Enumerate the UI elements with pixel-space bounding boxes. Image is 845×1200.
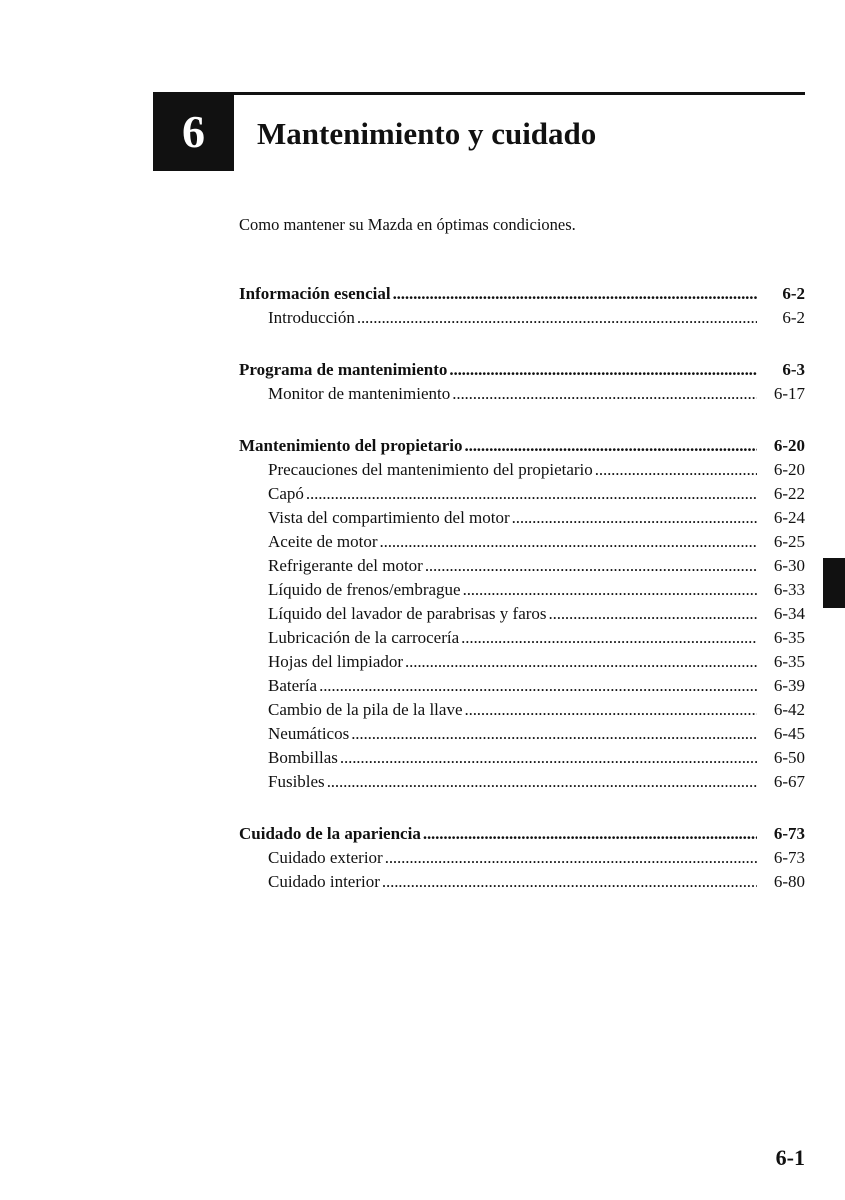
toc-section — [239, 358, 805, 406]
toc-dot-leader — [306, 482, 757, 506]
toc-entry-page: 6-33 — [773, 580, 805, 599]
toc-entry-title: Cuidado exterior — [268, 848, 383, 867]
chapter-number: 6 — [182, 106, 205, 157]
toc-entry-title: Refrigerante del motor — [268, 556, 423, 575]
toc-section-entry[interactable] — [239, 358, 805, 382]
toc-entry-title: Bombillas — [268, 748, 338, 767]
toc-dot-leader — [351, 722, 757, 746]
toc-dot-leader — [595, 458, 757, 482]
toc-entry[interactable] — [239, 746, 805, 770]
toc-entry-page: 6-22 — [773, 484, 805, 503]
toc-dot-leader — [549, 602, 757, 626]
toc-dot-leader — [340, 746, 757, 770]
toc-entry-title: Líquido de frenos/embrague — [268, 580, 461, 599]
toc-dot-leader — [382, 870, 757, 894]
toc-entry-title: Cambio de la pila de la llave — [268, 700, 463, 719]
toc-entry-title: Introducción — [268, 308, 355, 327]
chapter-title: Mantenimiento y cuidado — [257, 116, 597, 151]
toc-section — [239, 434, 805, 794]
toc-entry-page: 6-24 — [773, 508, 805, 527]
toc-entry-title: Capó — [268, 484, 304, 503]
toc-entry[interactable] — [239, 674, 805, 698]
toc-entry-page: 6-67 — [773, 772, 805, 791]
toc-section — [239, 282, 805, 330]
toc-entry-title: Batería — [268, 676, 318, 695]
toc-entry-page: 6-50 — [773, 748, 805, 767]
toc-entry-page: 6-20 — [773, 436, 805, 455]
chapter-header-rule — [234, 92, 805, 95]
toc-dot-leader — [393, 282, 757, 306]
toc-entry[interactable] — [239, 578, 805, 602]
toc-dot-leader — [452, 382, 757, 406]
toc-entry-page: 6-34 — [773, 604, 805, 623]
toc-dot-leader — [357, 306, 757, 330]
toc-entry[interactable] — [239, 770, 805, 794]
toc-entry[interactable] — [239, 626, 805, 650]
toc-entry-title: Mantenimiento del propietario — [239, 436, 463, 455]
toc-entry-page: 6-45 — [773, 724, 805, 743]
toc-entry-title: Fusibles — [268, 772, 325, 791]
toc-dot-leader — [380, 530, 757, 554]
toc-entry-title: Monitor de mantenimiento — [268, 384, 451, 403]
toc-entry-page: 6-17 — [773, 384, 805, 403]
toc-entry[interactable] — [239, 306, 805, 330]
toc-entry-page: 6-35 — [773, 628, 805, 647]
toc-entry-page: 6-80 — [773, 872, 805, 891]
toc-entry-page: 6-42 — [773, 700, 805, 719]
toc-entry-title: Neumáticos — [268, 724, 350, 743]
toc-entry[interactable] — [239, 482, 805, 506]
toc-entry[interactable] — [239, 382, 805, 406]
toc-entry-title: Vista del compartimiento del motor — [268, 508, 510, 527]
toc-entry-title: Hojas del limpiador — [268, 652, 404, 671]
toc-entry[interactable] — [239, 530, 805, 554]
toc-entry-page: 6-35 — [773, 652, 805, 671]
toc-dot-leader — [319, 674, 757, 698]
toc-entry-page: 6-2 — [782, 284, 805, 303]
toc-entry[interactable] — [239, 846, 805, 870]
toc-entry-title: Cuidado de la apariencia — [239, 824, 421, 843]
toc-dot-leader — [405, 650, 757, 674]
toc-entry-title: Aceite de motor — [268, 532, 378, 551]
toc-entry[interactable] — [239, 602, 805, 626]
toc-entry-page: 6-3 — [782, 360, 805, 379]
toc-entry[interactable] — [239, 650, 805, 674]
toc-dot-leader — [449, 358, 757, 382]
table-of-contents — [239, 282, 805, 922]
toc-section — [239, 822, 805, 894]
toc-entry[interactable] — [239, 554, 805, 578]
chapter-side-tab — [823, 558, 845, 608]
toc-entry[interactable] — [239, 506, 805, 530]
toc-section-entry[interactable] — [239, 282, 805, 306]
toc-dot-leader — [461, 626, 757, 650]
toc-dot-leader — [385, 846, 757, 870]
toc-entry[interactable] — [239, 698, 805, 722]
toc-entry-page: 6-25 — [773, 532, 805, 551]
toc-dot-leader — [465, 434, 758, 458]
toc-dot-leader — [465, 698, 758, 722]
toc-entry[interactable] — [239, 870, 805, 894]
toc-entry-page: 6-39 — [773, 676, 805, 695]
toc-entry-page: 6-73 — [773, 848, 805, 867]
toc-entry-title: Información esencial — [239, 284, 391, 303]
toc-dot-leader — [423, 822, 757, 846]
toc-entry-title: Cuidado interior — [268, 872, 380, 891]
toc-entry-page: 6-20 — [773, 460, 805, 479]
toc-entry-title: Precauciones del mantenimiento del propietario — [268, 460, 593, 479]
toc-entry[interactable] — [239, 458, 805, 482]
toc-entry-title: Programa de mantenimiento — [239, 360, 448, 379]
toc-entry-page: 6-30 — [773, 556, 805, 575]
toc-dot-leader — [463, 578, 757, 602]
toc-entry[interactable] — [239, 722, 805, 746]
toc-section-entry[interactable] — [239, 434, 805, 458]
page-number: 6-1 — [775, 1145, 805, 1170]
toc-dot-leader — [512, 506, 757, 530]
chapter-intro: Como mantener su Mazda en óptimas condiciones. — [239, 215, 576, 234]
toc-entry-page: 6-2 — [782, 308, 805, 327]
toc-dot-leader — [425, 554, 757, 578]
chapter-number-badge — [153, 92, 234, 171]
toc-dot-leader — [327, 770, 757, 794]
toc-entry-title: Líquido del lavador de parabrisas y faros — [268, 604, 547, 623]
toc-entry-page: 6-73 — [773, 824, 805, 843]
toc-entry-title: Lubricación de la carrocería — [268, 628, 460, 647]
toc-section-entry[interactable] — [239, 822, 805, 846]
